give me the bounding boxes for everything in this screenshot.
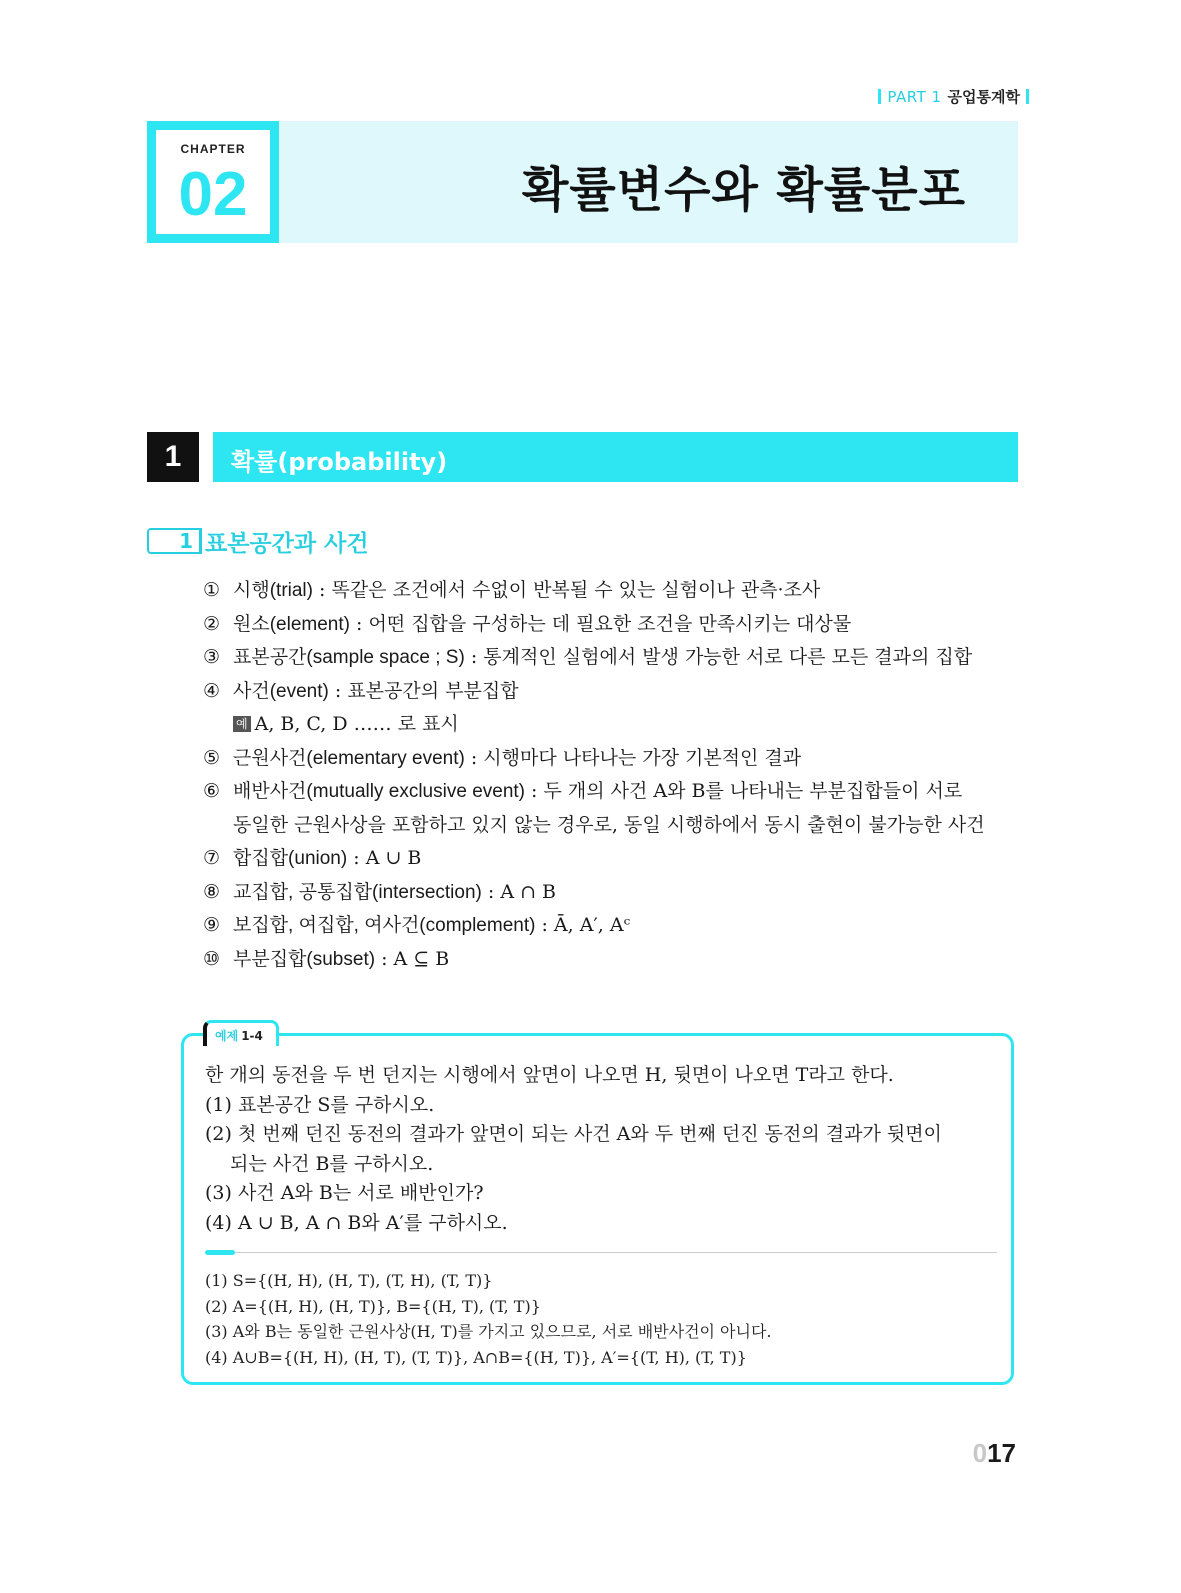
definition-item bbox=[203, 842, 1023, 876]
description: : 시행마다 나타나는 가장 기본적인 결과 bbox=[464, 746, 802, 769]
description: : A ∩ B bbox=[481, 880, 557, 903]
description: : A ∪ B bbox=[347, 847, 422, 869]
term: 배반사건(mutually exclusive event) bbox=[233, 781, 525, 802]
divider-accent bbox=[205, 1250, 235, 1255]
definition-item bbox=[203, 574, 1023, 608]
description: 동일한 근원사상을 포함하고 있지 않는 경우로, 동일 시행하에서 동시 출현이 불가능한 사건 bbox=[233, 813, 985, 836]
description: : A ⊆ B bbox=[375, 947, 450, 970]
example-label bbox=[215, 1027, 263, 1044]
item-number: ⑨ bbox=[203, 914, 221, 936]
item-number: ② bbox=[203, 612, 221, 635]
page-number-prefix: 0 bbox=[972, 1438, 988, 1468]
definition-item bbox=[203, 876, 1023, 910]
bar-right bbox=[1026, 89, 1029, 104]
problem-line: (1) 표본공간 S를 구하시오. bbox=[205, 1093, 435, 1116]
chapter-box bbox=[147, 121, 279, 243]
definition-item bbox=[203, 775, 1023, 809]
term: 표본공간(sample space ; S) bbox=[233, 647, 465, 668]
term: 근원사건(elementary event) bbox=[233, 747, 465, 769]
problem-line: (4) A ∪ B, A ∩ B와 A′를 구하시오. bbox=[205, 1211, 508, 1234]
subsection-title: 표본공간과 사건 bbox=[205, 531, 369, 557]
definition-item bbox=[203, 675, 1023, 709]
page-number-value: 17 bbox=[987, 1438, 1016, 1468]
definition-item bbox=[203, 742, 1023, 776]
term: 원소(element) bbox=[233, 613, 350, 635]
item-number: ⑩ bbox=[203, 947, 221, 970]
example-solution bbox=[205, 1268, 1005, 1370]
description: A, B, C, D …… 로 표시 bbox=[254, 713, 459, 735]
item-number: ⑥ bbox=[203, 780, 221, 802]
chapter-title: 확률변수와 확률분포 bbox=[521, 162, 966, 218]
example-tab bbox=[203, 1020, 279, 1046]
solution-divider bbox=[205, 1252, 997, 1253]
definition-example bbox=[203, 708, 1023, 742]
solution-line: (3) A와 B는 동일한 근원사상(H, T)를 가지고 있으므로, 서로 배반사건이 아니다. bbox=[205, 1322, 772, 1341]
item-number: ⑦ bbox=[203, 847, 221, 869]
running-head bbox=[878, 86, 1029, 107]
section-number: 1 bbox=[147, 432, 199, 482]
term: 교집합, 공통집합(intersection) bbox=[233, 881, 482, 903]
solution-line: (2) A={(H, H), (H, T)}, B={(H, T), (T, T)} bbox=[205, 1296, 541, 1316]
item-number: ③ bbox=[203, 646, 221, 668]
term: 사건(event) bbox=[233, 680, 329, 702]
term: 시행(trial) bbox=[233, 580, 313, 601]
example-tag: 예 bbox=[233, 716, 251, 732]
part-label: PART 1 bbox=[887, 87, 942, 106]
definitions-list bbox=[203, 574, 1023, 976]
chapter-label: CHAPTER bbox=[180, 142, 246, 156]
definition-item bbox=[203, 641, 1023, 675]
item-number: ④ bbox=[203, 679, 221, 702]
item-number: ⑧ bbox=[203, 880, 221, 903]
item-number: ⑤ bbox=[203, 746, 221, 769]
example-problem bbox=[205, 1061, 1005, 1238]
description: : 표본공간의 부분집합 bbox=[328, 679, 519, 702]
definition-item bbox=[203, 909, 1023, 943]
problem-line: (3) 사건 A와 B는 서로 배반인가? bbox=[205, 1182, 484, 1204]
section-title: 확률(probability) bbox=[231, 448, 448, 476]
problem-line: 한 개의 동전을 두 번 던지는 시행에서 앞면이 나오면 H, 뒷면이 나오면 T라고 한다. bbox=[205, 1064, 894, 1086]
subsection-number: 1 bbox=[147, 528, 202, 554]
solution-line: (4) A∪B={(H, H), (H, T), (T, T)}, A∩B={(H, T)}, A′={(T, H), (T, T)} bbox=[205, 1347, 747, 1367]
example-id: 1-4 bbox=[241, 1029, 263, 1043]
page-number bbox=[973, 1438, 1016, 1469]
description: : 두 개의 사건 A와 B를 나타내는 부분집합들이 서로 bbox=[525, 780, 963, 802]
term: 보집합, 여집합, 여사건(complement) bbox=[233, 915, 536, 936]
description: : 어떤 집합을 구성하는 데 필요한 조건을 만족시키는 대상물 bbox=[349, 612, 852, 635]
description: : Ā, A′, Aᶜ bbox=[535, 914, 631, 936]
problem-line: (2) 첫 번째 던진 동전의 결과가 앞면이 되는 사건 A와 두 번째 던진 동전의 결과가 뒷면이 bbox=[205, 1123, 942, 1145]
chapter-number: 02 bbox=[178, 160, 248, 229]
definition-item bbox=[203, 943, 1023, 977]
definition-continuation bbox=[203, 809, 1023, 843]
problem-line: 되는 사건 B를 구하시오. bbox=[230, 1152, 434, 1175]
item-number: ① bbox=[203, 579, 221, 601]
example-word: 예제 bbox=[215, 1029, 239, 1043]
definition-item bbox=[203, 608, 1023, 642]
solution-line: (1) S={(H, H), (H, T), (T, H), (T, T)} bbox=[205, 1271, 493, 1290]
description: : 똑같은 조건에서 수없이 반복될 수 있는 실험이나 관측·조사 bbox=[312, 579, 821, 601]
term: 합집합(union) bbox=[233, 848, 348, 869]
term: 부분집합(subset) bbox=[233, 948, 376, 970]
bar-left bbox=[878, 89, 881, 104]
subject-label: 공업통계학 bbox=[947, 88, 1020, 106]
description: : 통계적인 실험에서 발생 가능한 서로 다른 모든 결과의 집합 bbox=[464, 646, 973, 668]
chapter-banner bbox=[147, 121, 1018, 243]
section-bar bbox=[213, 432, 1018, 482]
